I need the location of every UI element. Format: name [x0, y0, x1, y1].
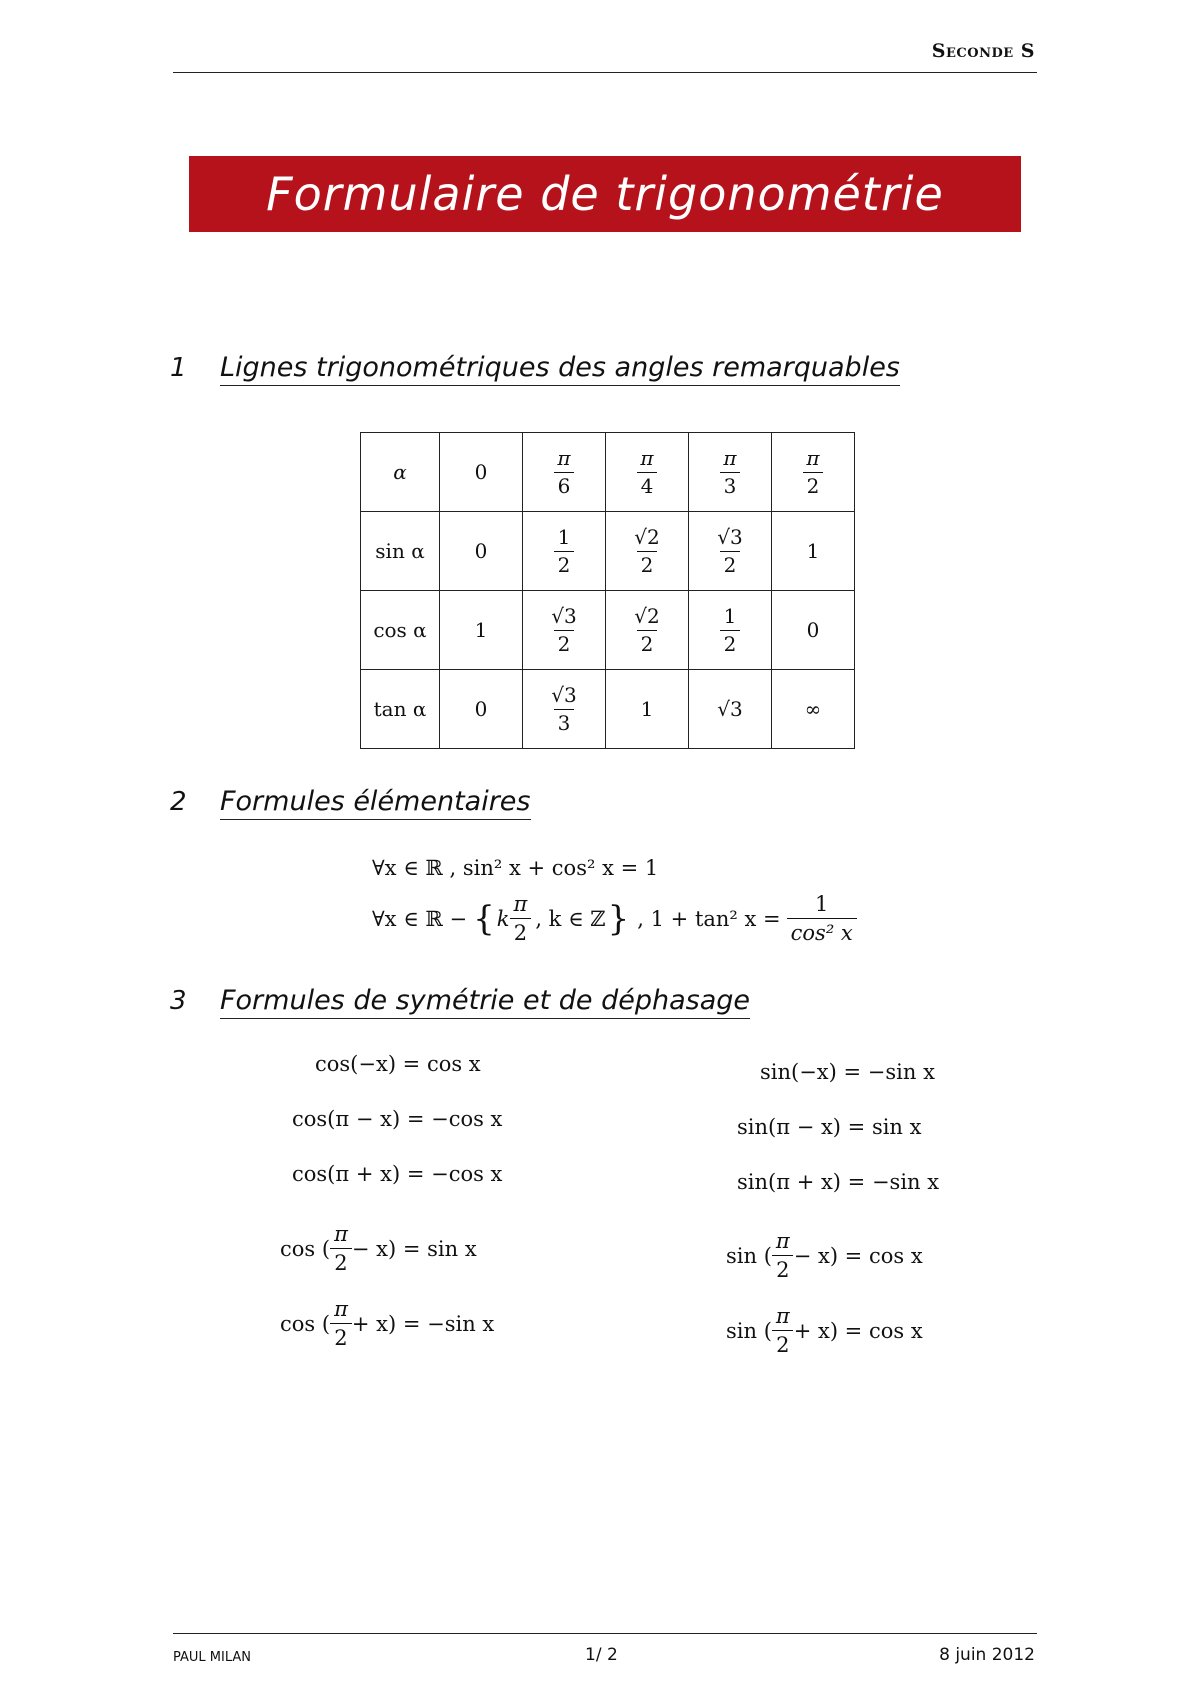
sin-formula-5: [726, 1304, 923, 1357]
sin-formula-4-b: − x) = cos x: [793, 1243, 923, 1268]
cos-formula-4-b: − x) = sin x: [351, 1236, 477, 1261]
cell-sin-pi2: 1: [772, 512, 855, 591]
cell-sin-0: 0: [440, 512, 523, 591]
cell-angle-pi2: $\frac{\pi}{2}$: [772, 433, 855, 512]
cell-tan-pi6: $\frac{√3}{3}$: [523, 670, 606, 749]
sin-formula-4: [726, 1229, 923, 1282]
cos-formula-5: [280, 1297, 494, 1350]
section-2-title: Formules élémentaires: [220, 786, 531, 820]
formula-pi-over-2: $\frac{\pi}{2}$: [510, 892, 532, 945]
formula-pythagorean: ∀x ∈ ℝ , sin² x + cos² x = 1: [372, 856, 659, 880]
cos-formula-2: cos(π − x) = −cos x: [292, 1107, 503, 1131]
cos-formula-5-b: + x) = −sin x: [351, 1311, 495, 1336]
cell-cos-pi6: $\frac{√3}{2}$: [523, 591, 606, 670]
sin-formula-1: sin(−x) = −sin x: [760, 1060, 935, 1084]
cell-alpha: α: [361, 433, 440, 512]
cell-tan-pi3: √3: [689, 670, 772, 749]
cell-cos-pi4: $\frac{√2}{2}$: [606, 591, 689, 670]
sin-formula-4-frac: $\frac{\pi}{2}$: [772, 1229, 794, 1282]
sin-formula-5-b: + x) = cos x: [793, 1318, 923, 1343]
cell-sin-pi3: $\frac{√3}{2}$: [689, 512, 772, 591]
cos-formula-4: [280, 1222, 477, 1275]
section-1-number: 1: [170, 353, 187, 383]
footer-date: 8 juin 2012: [939, 1645, 1035, 1665]
table-row-tan: [361, 670, 855, 749]
cell-sin-pi4: $\frac{√2}{2}$: [606, 512, 689, 591]
cell-cos-label: cos α: [361, 591, 440, 670]
cos-formula-5-frac: $\frac{\pi}{2}$: [330, 1297, 352, 1350]
cos-formula-4-a: cos (: [280, 1236, 331, 1261]
section-1-heading: [170, 352, 900, 386]
section-2-number: 2: [170, 787, 187, 817]
trig-values-table: [360, 432, 855, 749]
sin-formula-5-frac: $\frac{\pi}{2}$: [772, 1304, 794, 1357]
cell-angle-pi6: $\frac{\pi}{6}$: [523, 433, 606, 512]
formula-tangent: [372, 892, 857, 945]
cell-angle-pi3: $\frac{\pi}{3}$: [689, 433, 772, 512]
cos-formula-1: cos(−x) = cos x: [315, 1052, 481, 1076]
formula-tangent-mid: , 1 + tan² x =: [637, 906, 781, 931]
formula-tangent-domain: ∀x ∈ ℝ −: [372, 906, 468, 931]
cell-tan-label: tan α: [361, 670, 440, 749]
section-1-title: Lignes trigonométriques des angles remarquables: [220, 352, 900, 386]
header-rule: [173, 72, 1037, 73]
cell-sin-label: sin α: [361, 512, 440, 591]
cell-angle-0: 0: [440, 433, 523, 512]
footer-rule: [173, 1633, 1037, 1634]
cell-tan-pi2: ∞: [772, 670, 855, 749]
table-row-cos: [361, 591, 855, 670]
section-3-heading: [170, 985, 750, 1019]
sin-formula-3: sin(π + x) = −sin x: [737, 1170, 940, 1194]
brace-close: }: [607, 898, 630, 939]
header-text: Seconde S: [931, 40, 1035, 62]
table-row-sin: [361, 512, 855, 591]
cos-formula-4-frac: $\frac{\pi}{2}$: [330, 1222, 352, 1275]
section-3-number: 3: [170, 986, 187, 1016]
formula-set-rest: , k ∈ ℤ: [535, 906, 606, 931]
cell-cos-pi3: $\frac{1}{2}$: [689, 591, 772, 670]
section-3-title: Formules de symétrie et de déphasage: [220, 985, 750, 1019]
cos-formula-3: cos(π + x) = −cos x: [292, 1162, 503, 1186]
sin-formula-5-a: sin (: [726, 1318, 772, 1343]
cell-cos-pi2: 0: [772, 591, 855, 670]
cell-tan-pi4: 1: [606, 670, 689, 749]
table-row-angles: [361, 433, 855, 512]
footer-author: PAUL MILAN: [173, 1650, 251, 1665]
cell-angle-pi4: $\frac{\pi}{4}$: [606, 433, 689, 512]
brace-open: {: [473, 898, 495, 939]
cell-cos-0: 1: [440, 591, 523, 670]
formula-one-over-cos2: $\frac{1}{\text{cos² x}}$: [787, 892, 857, 945]
formula-k: k: [496, 906, 510, 931]
cos-formula-5-a: cos (: [280, 1311, 331, 1336]
sin-formula-4-a: sin (: [726, 1243, 772, 1268]
title-banner: [189, 156, 1021, 232]
section-2-heading: [170, 786, 531, 820]
footer-page-number: 1/ 2: [585, 1645, 618, 1665]
sin-formula-2: sin(π − x) = sin x: [737, 1115, 922, 1139]
page-title: Formulaire de trigonométrie: [266, 167, 944, 221]
cell-sin-pi6: $\frac{1}{2}$: [523, 512, 606, 591]
cell-tan-0: 0: [440, 670, 523, 749]
